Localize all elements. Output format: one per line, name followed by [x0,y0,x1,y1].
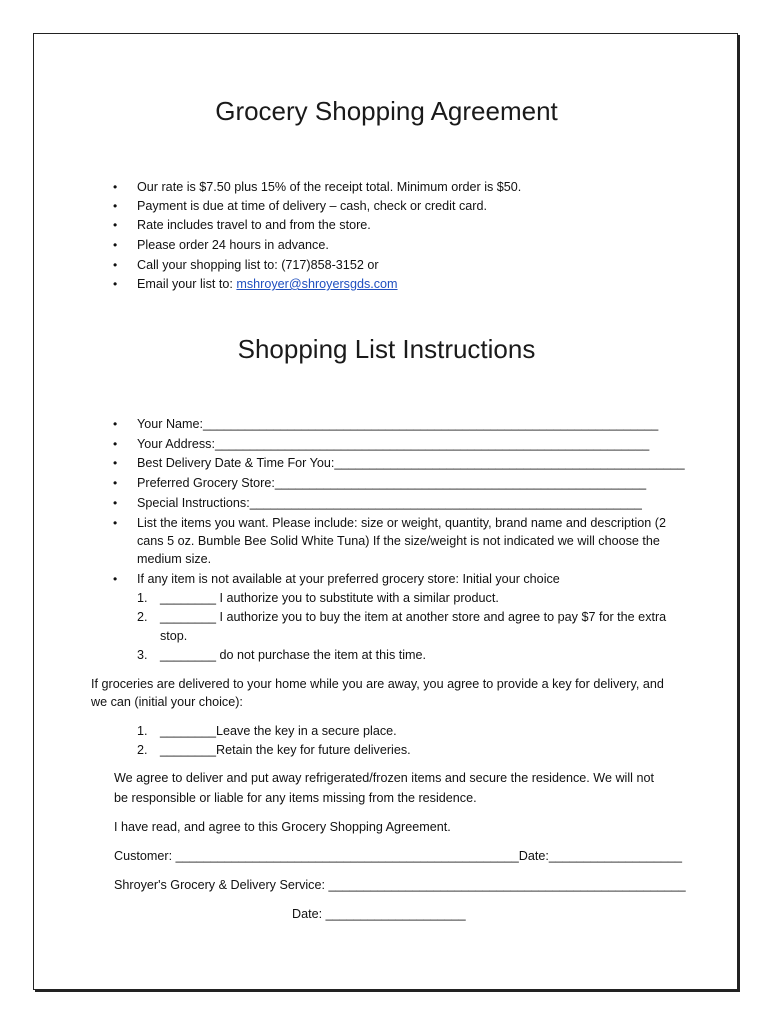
term-item: • Rate includes travel to and from the store. [137,217,371,233]
option-number: 2. [137,743,148,757]
key-paragraph: If groceries are delivered to your home while you are away, you agree to provide a key for delivery, and [91,677,664,691]
do-not-purchase-option[interactable]: ________ do not purchase the item at this time. [160,648,427,662]
option-number: 3. [137,648,148,662]
option-number: 1. [137,724,148,738]
acknowledgement: I have read, and agree to this Grocery Shopping Agreement. [114,820,451,834]
email-label: Email your list to: [137,277,237,291]
unavailable-intro: • If any item is not available at your preferred grocery store: Initial your choice [137,571,560,587]
list-items-instruction-cont: medium size. [137,552,212,566]
email-link[interactable]: mshroyer@shroyersgds.com [236,277,398,291]
key-paragraph-cont: we can (initial your choice): [91,695,243,709]
list-items-instruction: • List the items you want. Please include: size or weight, quantity, brand name and description (2 [137,515,666,531]
service-date-line[interactable]: Date: ____________________ [292,907,466,921]
section-title: Shopping List Instructions [237,334,536,364]
field-name[interactable]: • Your Name:_________________________________________________________________ [137,416,658,432]
retain-key-option[interactable]: ________Retain the key for future deliveries. [160,743,411,757]
term-item: • Please order 24 hours in advance. [137,237,329,253]
leave-key-option[interactable]: ________Leave the key in a secure place. [160,724,397,738]
list-items-instruction-cont: cans 5 oz. Bumble Bee Solid White Tuna) If the size/weight is not indicated we will choose the [137,534,660,548]
substitute-option[interactable]: ________ I authorize you to substitute with a similar product. [160,591,499,605]
customer-signature-line[interactable]: Customer: _________________________________________________Date:___________________ [114,849,682,863]
field-grocery-store[interactable]: • Preferred Grocery Store:_____________________________________________________ [137,475,646,491]
option-number: 1. [137,591,148,605]
term-item: • Call your shopping list to: (717)858-3152 or [137,257,379,273]
field-address[interactable]: • Your Address:______________________________________________________________ [137,436,649,452]
other-store-option-cont: stop. [160,629,188,643]
field-special-instructions[interactable]: • Special Instructions:________________________________________________________ [137,495,642,511]
service-signature-line[interactable]: Shroyer's Grocery & Delivery Service: ___________________________________________________ [114,878,686,892]
liability-statement-cont: be responsible or liable for any items missing from the residence. [114,791,477,805]
term-item: • Our rate is $7.50 plus 15% of the receipt total. Minimum order is $50. [137,179,521,195]
field-delivery-time[interactable]: • Best Delivery Date & Time For You:__________________________________________________ [137,455,685,471]
page-title: Grocery Shopping Agreement [215,96,558,126]
document-page [33,33,738,990]
term-item: • Payment is due at time of delivery – cash, check or credit card. [137,198,487,214]
option-number: 2. [137,610,148,624]
liability-statement: We agree to deliver and put away refrigerated/frozen items and secure the residence. We will not [114,771,654,785]
term-item-email [137,276,398,292]
other-store-option[interactable]: ________ I authorize you to buy the item at another store and agree to pay $7 for the extra [160,610,667,624]
